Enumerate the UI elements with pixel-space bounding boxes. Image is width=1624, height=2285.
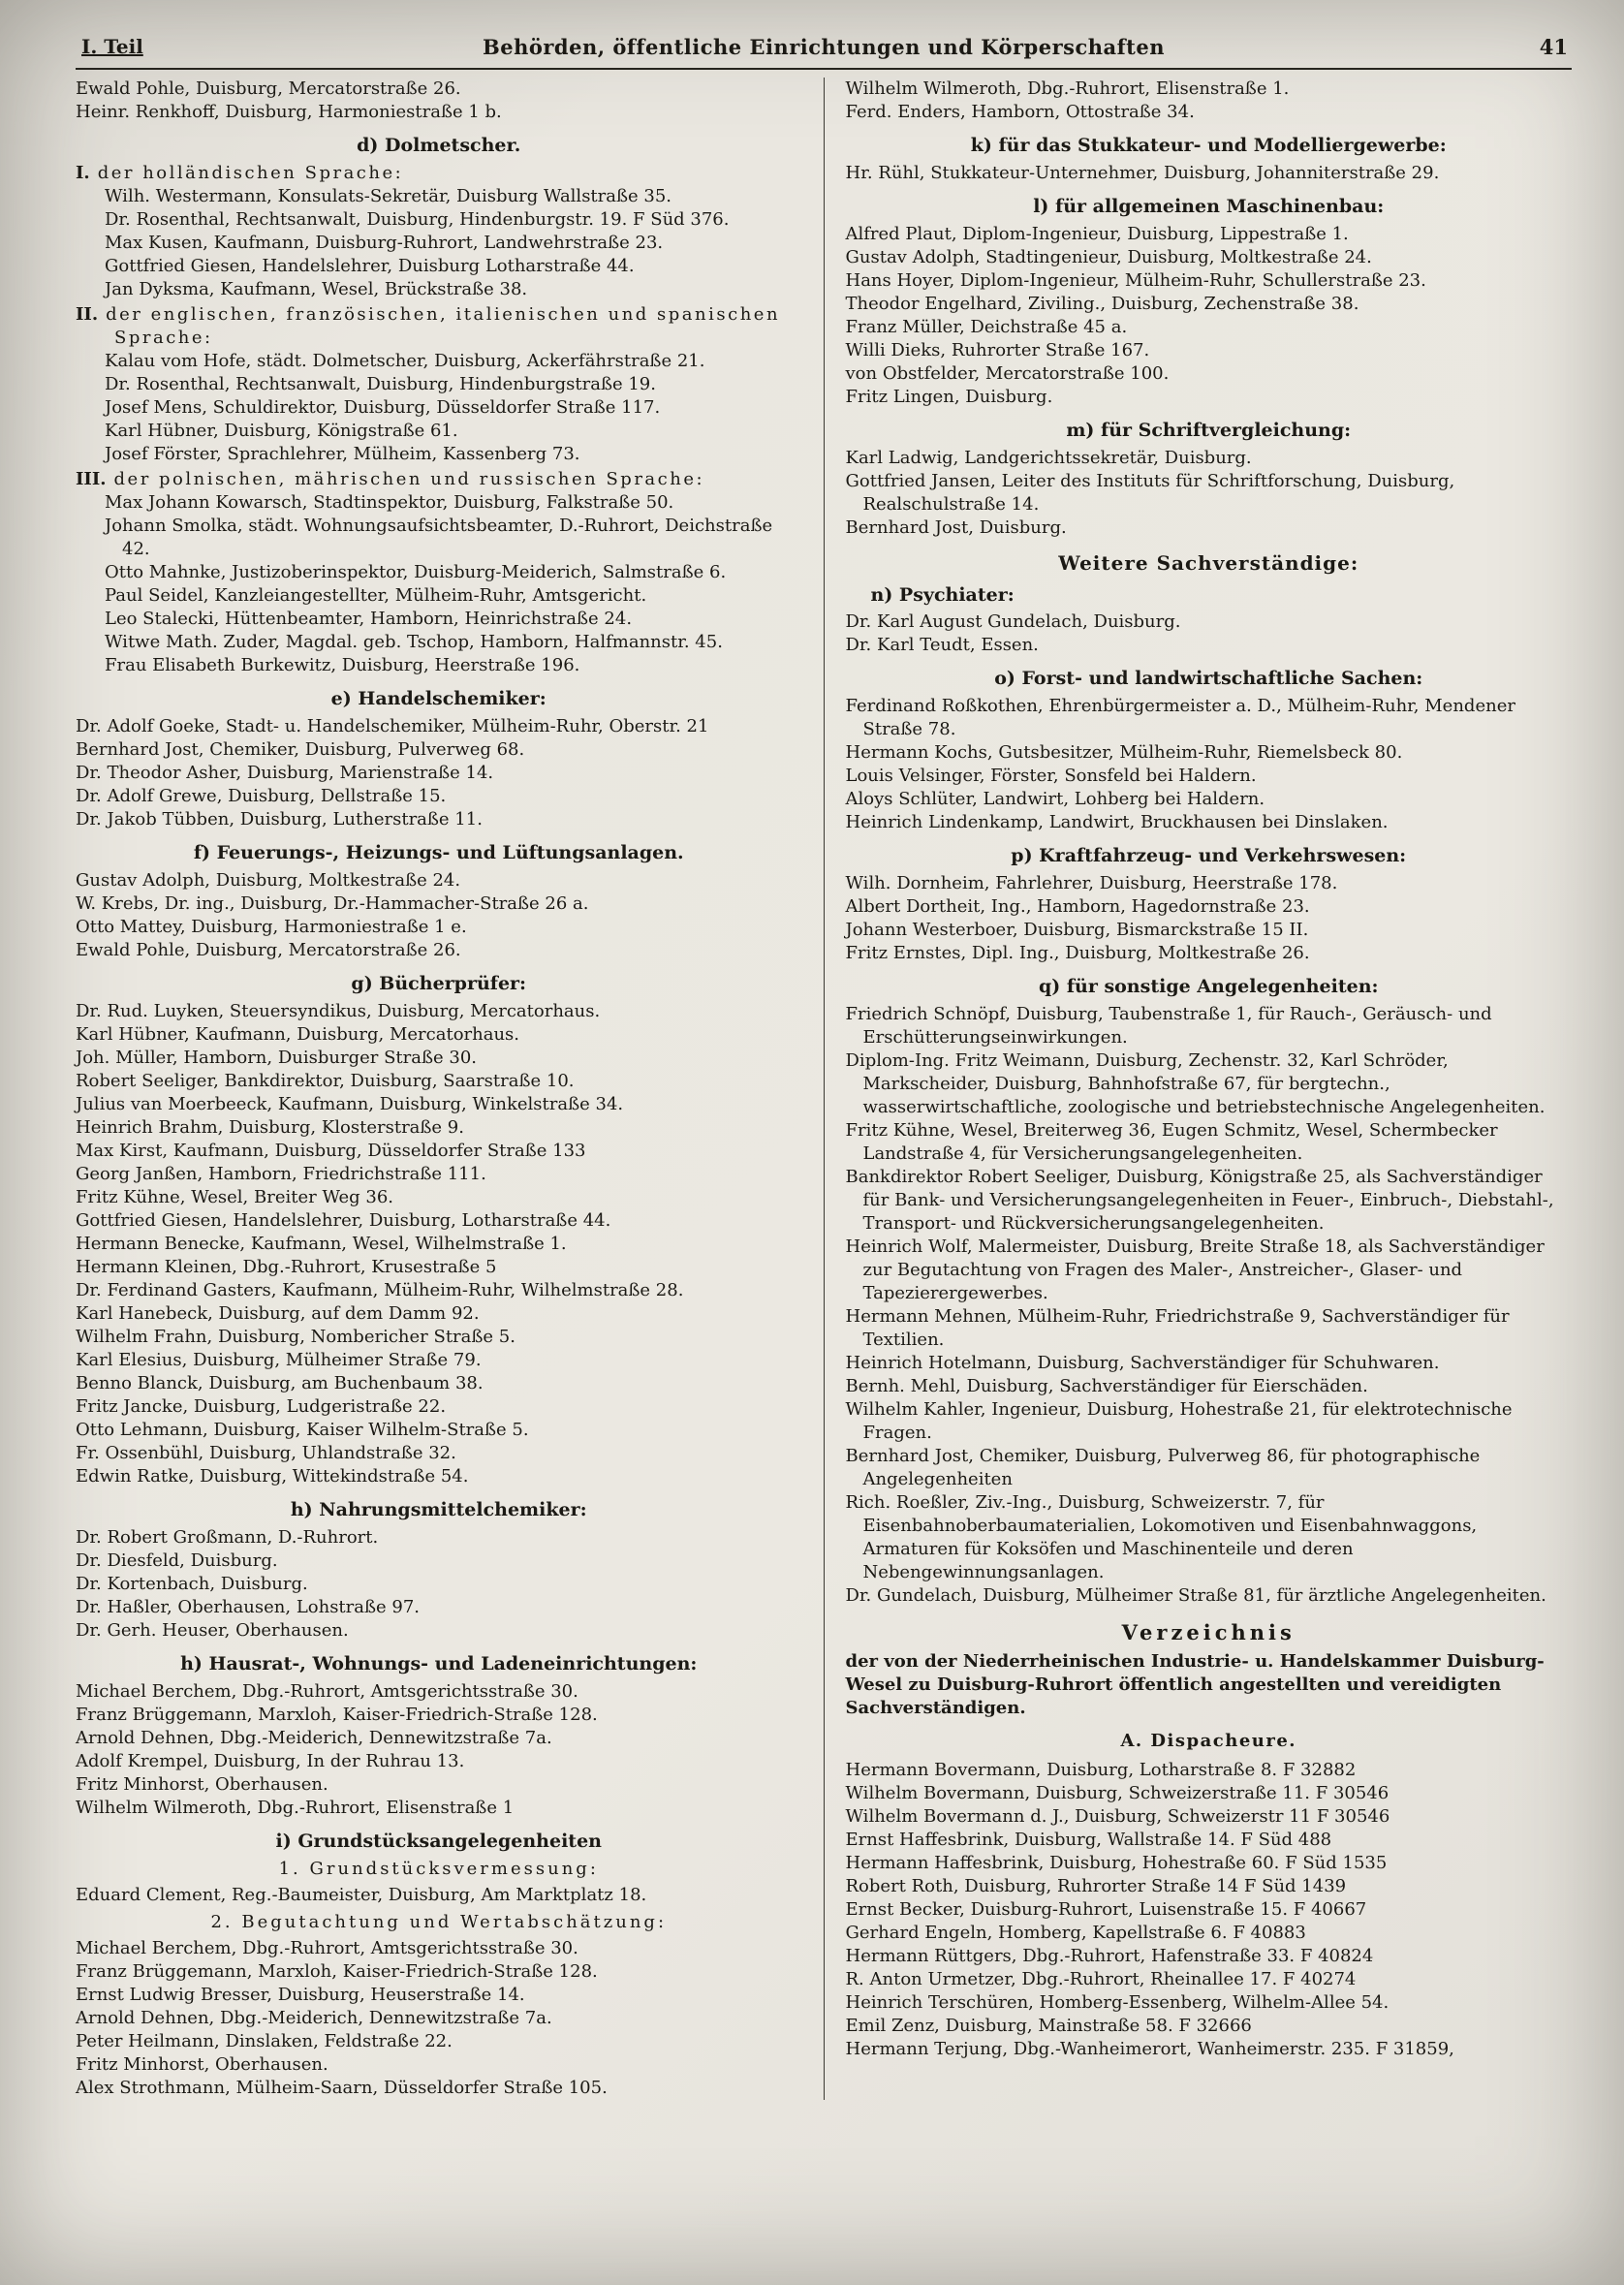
entry-line: Karl Hübner, Duisburg, Königstraße 61. bbox=[105, 421, 458, 441]
entry-line: Theodor Engelhard, Ziviling., Duisburg, Zechenstraße 38. bbox=[845, 294, 1359, 314]
column-divider-rule bbox=[824, 78, 825, 2100]
page-header bbox=[76, 33, 1572, 70]
right-column bbox=[846, 78, 1573, 2100]
entry-line: Hermann Haffesbrink, Duisburg, Hohestraße 60. F Süd 1535 bbox=[845, 1853, 1388, 1873]
entry-line: Dr. Haßler, Oberhausen, Lohstraße 97. bbox=[76, 1597, 421, 1617]
section-heading: d) Dolmetscher. bbox=[357, 135, 521, 156]
left-column bbox=[76, 78, 802, 2100]
entry-line: Alfred Plaut, Diplom-Ingenieur, Duisburg, Lippestraße 1. bbox=[845, 224, 1349, 244]
entry-line: Heinrich Wolf, Malermeister, Duisburg, Breite Straße 18, als Sachverständiger zur Begutachtung von Fragen des Maler-, Anstreicher-, Glaser- und Tapezierergewerbes. bbox=[845, 1236, 1545, 1303]
entry-line: Ewald Pohle, Duisburg, Mercatorstraße 26. bbox=[76, 78, 461, 99]
entry-line: Robert Roth, Duisburg, Ruhrorter Straße 14 F Süd 1439 bbox=[845, 1876, 1347, 1896]
entry-line: Bernhard Jost, Chemiker, Duisburg, Pulverweg 86, für photographische Angelegenheiten bbox=[845, 1446, 1481, 1489]
entry-line: Fritz Kühne, Wesel, Breiter Weg 36. bbox=[76, 1187, 393, 1207]
entry-line: Wilh. Westermann, Konsulats-Sekretär, Duisburg Wallstraße 35. bbox=[105, 186, 672, 206]
subsection-heading: 1. Grundstücksvermessung: bbox=[278, 1859, 599, 1879]
entry-line: Louis Velsinger, Förster, Sonsfeld bei Haldern. bbox=[845, 766, 1257, 786]
entry-line: Heinrich Lindenkamp, Landwirt, Bruckhausen bei Dinslaken. bbox=[845, 812, 1389, 832]
entry-line: Karl Elesius, Duisburg, Mülheimer Straße 79. bbox=[76, 1350, 482, 1370]
entry-line: Gustav Adolph, Stadtingenieur, Duisburg, Moltkestraße 24. bbox=[845, 247, 1372, 267]
roman-numeral: III. bbox=[76, 469, 107, 489]
entry-line: Dr. Jakob Tübben, Duisburg, Lutherstraße 11. bbox=[76, 809, 483, 829]
entry-line: R. Anton Urmetzer, Dbg.-Ruhrort, Rheinallee 17. F 40274 bbox=[845, 1969, 1357, 1989]
group-label: der englischen, französischen, italienischen und spanischen Sprache: bbox=[106, 304, 781, 348]
entry-line: Johann Westerboer, Duisburg, Bismarckstraße 15 II. bbox=[845, 920, 1309, 940]
entry-line: Dr. Adolf Goeke, Stadt- u. Handelschemiker, Mülheim-Ruhr, Oberstr. 21 bbox=[76, 716, 709, 736]
entry-line: Ferd. Enders, Hamborn, Ottostraße 34. bbox=[845, 102, 1195, 122]
entry-line: Bernhard Jost, Chemiker, Duisburg, Pulverweg 68. bbox=[76, 739, 525, 760]
entry-line: Paul Seidel, Kanzleiangestellter, Mülheim-Ruhr, Amtsgericht. bbox=[105, 585, 647, 606]
entry-line: Dr. Theodor Asher, Duisburg, Marienstraße 14. bbox=[76, 763, 494, 783]
entry-line: Diplom-Ing. Fritz Weimann, Duisburg, Zechenstr. 32, Karl Schröder, Markscheider, Duisburg, Bahnhofstraße 67, für bergtechn., wasserwirtschaftliche, zoologische und betriebstechnische Angelegenheiten. bbox=[845, 1050, 1546, 1117]
entry-line: Hermann Terjung, Dbg.-Wanheimerort, Wanheimerstr. 235. F 31859, bbox=[845, 2039, 1454, 2059]
entry-line: Otto Mattey, Duisburg, Harmoniestraße 1 e. bbox=[76, 917, 467, 937]
section-heading: g) Bücherprüfer: bbox=[351, 973, 527, 994]
entry-line: Josef Förster, Sprachlehrer, Mülheim, Kassenberg 73. bbox=[105, 444, 580, 464]
entry-line: Witwe Math. Zuder, Magdal. geb. Tschop, Hamborn, Halfmannstr. 45. bbox=[105, 632, 723, 652]
subsection-heading: 2. Begutachtung und Wertabschätzung: bbox=[210, 1912, 668, 1932]
entry-line: Fritz Lingen, Duisburg. bbox=[845, 387, 1053, 407]
entry-line: Fritz Minhorst, Oberhausen. bbox=[76, 2054, 328, 2075]
entry-line: Dr. Rud. Luyken, Steuersyndikus, Duisburg, Mercatorhaus. bbox=[76, 1001, 601, 1021]
entry-line: Hermann Bovermann, Duisburg, Lotharstraße 8. F 32882 bbox=[845, 1760, 1357, 1780]
entry-line: Gerhard Engeln, Homberg, Kapellstraße 6. F 40883 bbox=[845, 1923, 1306, 1943]
entry-line: Wilhelm Wilmeroth, Dbg.-Ruhrort, Elisenstraße 1 bbox=[76, 1798, 515, 1818]
entry-line: Dr. Karl Teudt, Essen. bbox=[845, 635, 1039, 655]
entry-line: Rich. Roeßler, Ziv.-Ing., Duisburg, Schweizerstr. 7, für Eisenbahnoberbaumaterialien, Lokomotiven und Eisenbahnwaggons, Armaturen für Koksöfen und Maschinenteile und deren Nebengewinnungsanlagen. bbox=[845, 1492, 1478, 1582]
entry-line: Dr. Ferdinand Gasters, Kaufmann, Mülheim-Ruhr, Wilhelmstraße 28. bbox=[76, 1280, 684, 1300]
entry-line: Gustav Adolph, Duisburg, Moltkestraße 24. bbox=[76, 870, 461, 891]
entry-line: Dr. Rosenthal, Rechtsanwalt, Duisburg, Hindenburgstraße 19. bbox=[105, 374, 656, 394]
entry-line: Ernst Becker, Duisburg-Ruhrort, Luisenstraße 15. F 40667 bbox=[845, 1899, 1367, 1920]
section-heading: h) Hausrat-, Wohnungs- und Ladeneinrichtungen: bbox=[180, 1653, 698, 1675]
section-heading: q) für sonstige Angelegenheiten: bbox=[1038, 976, 1379, 997]
entry-line: Hermann Kochs, Gutsbesitzer, Mülheim-Ruhr, Riemelsbeck 80. bbox=[845, 742, 1403, 763]
language-group-heading bbox=[76, 468, 802, 491]
entry-line: Heinrich Brahm, Duisburg, Klosterstraße 9. bbox=[76, 1117, 464, 1138]
entry-line: Karl Hübner, Kaufmann, Duisburg, Mercatorhaus. bbox=[76, 1024, 520, 1045]
entry-line: Wilhelm Wilmeroth, Dbg.-Ruhrort, Elisenstraße 1. bbox=[845, 78, 1290, 99]
entry-line: Dr. Gundelach, Duisburg, Mülheimer Straße 81, für ärztliche Angelegenheiten. bbox=[845, 1585, 1546, 1606]
entry-line: Karl Ladwig, Landgerichtssekretär, Duisburg. bbox=[845, 448, 1252, 468]
two-column-body bbox=[76, 78, 1572, 2100]
entry-line: Franz Müller, Deichstraße 45 a. bbox=[845, 317, 1128, 337]
entry-line: Albert Dortheit, Ing., Hamborn, Hagedornstraße 23. bbox=[845, 896, 1310, 917]
entry-line: Wilhelm Frahn, Duisburg, Nombericher Straße 5. bbox=[76, 1327, 515, 1347]
entry-line: Dr. Rosenthal, Rechtsanwalt, Duisburg, Hindenburgstr. 19. F Süd 376. bbox=[105, 209, 730, 230]
entry-line: Emil Zenz, Duisburg, Mainstraße 58. F 32666 bbox=[845, 2016, 1252, 2036]
entry-line: Alex Strothmann, Mülheim-Saarn, Düsseldorfer Straße 105. bbox=[76, 2078, 608, 2098]
entry-line: Willi Dieks, Ruhrorter Straße 167. bbox=[845, 340, 1150, 360]
entry-line: Dr. Robert Großmann, D.-Ruhrort. bbox=[76, 1527, 379, 1548]
entry-line: Adolf Krempel, Duisburg, In der Ruhrau 13. bbox=[76, 1751, 465, 1771]
entry-line: Ewald Pohle, Duisburg, Mercatorstraße 26. bbox=[76, 940, 461, 960]
entry-line: Joh. Müller, Hamborn, Duisburger Straße 30. bbox=[76, 1048, 478, 1068]
entry-line: Edwin Ratke, Duisburg, Wittekindstraße 54. bbox=[76, 1466, 469, 1487]
entry-line: Heinrich Terschüren, Homberg-Essenberg, Wilhelm-Allee 54. bbox=[845, 1992, 1390, 2013]
section-heading: i) Grundstücksangelegenheiten bbox=[275, 1831, 602, 1852]
roman-numeral: II. bbox=[76, 304, 99, 325]
entry-line: Arnold Dehnen, Dbg.-Meiderich, Dennewitzstraße 7a. bbox=[76, 2008, 552, 2028]
entry-line: Gottfried Jansen, Leiter des Instituts für Schriftforschung, Duisburg, Realschulstraße 14. bbox=[845, 471, 1455, 515]
entry-line: Wilh. Dornheim, Fahrlehrer, Duisburg, Heerstraße 178. bbox=[845, 873, 1338, 893]
entry-line: Bernh. Mehl, Duisburg, Sachverständiger für Eierschäden. bbox=[845, 1376, 1368, 1396]
entry-line: Hr. Rühl, Stukkateur-Unternehmer, Duisburg, Johanniterstraße 29. bbox=[845, 163, 1440, 183]
entry-line: Peter Heilmann, Dinslaken, Feldstraße 22. bbox=[76, 2031, 453, 2051]
entry-line: Bernhard Jost, Duisburg. bbox=[845, 517, 1067, 538]
section-heading: k) für das Stukkateur- und Modelliergewerbe: bbox=[970, 135, 1447, 156]
entry-line: Dr. Karl August Gundelach, Duisburg. bbox=[845, 611, 1181, 632]
entry-line: Friedrich Schnöpf, Duisburg, Taubenstraße 1, für Rauch-, Geräusch- und Erschütterungseinwirkungen. bbox=[845, 1004, 1492, 1048]
entry-line: Benno Blanck, Duisburg, am Buchenbaum 38. bbox=[76, 1373, 484, 1393]
entry-line: Wilhelm Kahler, Ingenieur, Duisburg, Hohestraße 21, für elektrotechnische Fragen. bbox=[845, 1399, 1513, 1443]
section-heading: p) Kraftfahrzeug- und Verkehrswesen: bbox=[1011, 845, 1407, 866]
entry-line: Karl Hanebeck, Duisburg, auf dem Damm 92. bbox=[76, 1303, 480, 1324]
section-heading: n) Psychiater: bbox=[870, 584, 1015, 606]
entry-line: Fritz Minhorst, Oberhausen. bbox=[76, 1774, 328, 1795]
entry-line: Wilhelm Bovermann d. J., Duisburg, Schweizerstr 11 F 30546 bbox=[845, 1806, 1390, 1827]
entry-line: Ernst Haffesbrink, Duisburg, Wallstraße 14. F Süd 488 bbox=[845, 1830, 1332, 1850]
entry-line: Gottfried Giesen, Handelslehrer, Duisburg, Lotharstraße 44. bbox=[76, 1210, 611, 1231]
entry-line: Max Kusen, Kaufmann, Duisburg-Ruhrort, Landwehrstraße 23. bbox=[105, 233, 664, 253]
subsection-heading: A. Dispacheure. bbox=[1120, 1731, 1297, 1751]
entry-line: Josef Mens, Schuldirektor, Duisburg, Düsseldorfer Straße 117. bbox=[105, 397, 661, 418]
entry-line: Wilhelm Bovermann, Duisburg, Schweizerstraße 11. F 30546 bbox=[845, 1783, 1390, 1803]
language-group-heading bbox=[76, 162, 802, 185]
entry-line: Dr. Diesfeld, Duisburg. bbox=[76, 1550, 278, 1571]
entry-line: Max Kirst, Kaufmann, Duisburg, Düsseldorfer Straße 133 bbox=[76, 1141, 586, 1161]
page-number: 41 bbox=[1539, 35, 1568, 59]
entry-line: W. Krebs, Dr. ing., Duisburg, Dr.-Hammacher-Straße 26 a. bbox=[76, 893, 589, 914]
entry-line: Hermann Benecke, Kaufmann, Wesel, Wilhelmstraße 1. bbox=[76, 1234, 567, 1254]
entry-line: Jan Dyksma, Kaufmann, Wesel, Brückstraße 38. bbox=[105, 279, 528, 299]
entry-line: Leo Stalecki, Hüttenbeamter, Hamborn, Heinrichstraße 24. bbox=[105, 609, 633, 629]
entry-line: Aloys Schlüter, Landwirt, Lohberg bei Haldern. bbox=[845, 789, 1265, 809]
entry-line: Michael Berchem, Dbg.-Ruhrort, Amtsgerichtsstraße 30. bbox=[76, 1681, 578, 1702]
entry-line: Frau Elisabeth Burkewitz, Duisburg, Heerstraße 196. bbox=[105, 655, 580, 675]
entry-line: Johann Smolka, städt. Wohnungsaufsichtsbeamter, D.-Ruhrort, Deichstraße 42. bbox=[105, 516, 773, 559]
language-group-heading bbox=[76, 303, 802, 350]
part-label: I. Teil bbox=[81, 35, 143, 58]
entry-line: Fr. Ossenbühl, Duisburg, Uhlandstraße 32. bbox=[76, 1443, 456, 1463]
entry-line: Ferdinand Roßkothen, Ehrenbürgermeister a. D., Mülheim-Ruhr, Mendener Straße 78. bbox=[845, 696, 1515, 739]
entry-line: Fritz Jancke, Duisburg, Ludgeristraße 22. bbox=[76, 1396, 447, 1417]
entry-line: Hermann Mehnen, Mülheim-Ruhr, Friedrichstraße 9, Sachverständiger für Textilien. bbox=[845, 1306, 1510, 1350]
entry-line: Heinrich Hotelmann, Duisburg, Sachverständiger für Schuhwaren. bbox=[845, 1353, 1440, 1373]
entry-line: Gottfried Giesen, Handelslehrer, Duisburg Lotharstraße 44. bbox=[105, 256, 635, 276]
section-heading: Weitere Sachverständige: bbox=[1058, 551, 1359, 575]
entry-line: Franz Brüggemann, Marxloh, Kaiser-Friedrich-Straße 128. bbox=[76, 1961, 598, 1982]
section-heading: o) Forst- und landwirtschaftliche Sachen: bbox=[994, 668, 1423, 689]
entry-line: Julius van Moerbeeck, Kaufmann, Duisburg, Winkelstraße 34. bbox=[76, 1094, 624, 1114]
entry-line: Fritz Kühne, Wesel, Breiterweg 36, Eugen Schmitz, Wesel, Schermbecker Landstraße 4, für Versicherungsangelegenheiten. bbox=[845, 1120, 1498, 1164]
entry-line: Heinr. Renkhoff, Duisburg, Harmoniestraße 1 b. bbox=[76, 102, 502, 122]
entry-line: Fritz Ernstes, Dipl. Ing., Duisburg, Moltkestraße 26. bbox=[845, 943, 1310, 963]
section-heading: m) für Schriftvergleichung: bbox=[1066, 420, 1352, 441]
entry-line: Kalau vom Hofe, städt. Dolmetscher, Duisburg, Ackerfährstraße 21. bbox=[105, 351, 705, 371]
entry-line: Georg Janßen, Hamborn, Friedrichstraße 111. bbox=[76, 1164, 486, 1184]
entry-line: Hermann Rüttgers, Dbg.-Ruhrort, Hafenstraße 33. F 40824 bbox=[845, 1946, 1374, 1966]
section-heading: e) Handelschemiker: bbox=[330, 688, 547, 709]
entry-line: Michael Berchem, Dbg.-Ruhrort, Amtsgerichtsstraße 30. bbox=[76, 1938, 578, 1958]
entry-line: Hermann Kleinen, Dbg.-Ruhrort, Krusestraße 5 bbox=[76, 1257, 497, 1277]
list-intro: der von der Niederrheinischen Industrie- u. Handelskammer Duisburg-Wesel zu Duisburg-Ruhrort öffentlich angestellten und vereidigten Sachverständigen. bbox=[845, 1651, 1545, 1718]
roman-numeral: I. bbox=[76, 163, 90, 183]
section-heading: f) Feuerungs-, Heizungs- und Lüftungsanlagen. bbox=[193, 842, 684, 863]
group-label: der polnischen, mährischen und russischen Sprache: bbox=[113, 469, 705, 489]
entry-line: Franz Brüggemann, Marxloh, Kaiser-Friedrich-Straße 128. bbox=[76, 1705, 598, 1725]
entry-line: Dr. Adolf Grewe, Duisburg, Dellstraße 15. bbox=[76, 786, 447, 806]
entry-line: Max Johann Kowarsch, Stadtinspektor, Duisburg, Falkstraße 50. bbox=[105, 492, 674, 513]
entry-line: Ernst Ludwig Bresser, Duisburg, Heuserstraße 14. bbox=[76, 1985, 525, 2005]
entry-line: Otto Lehmann, Duisburg, Kaiser Wilhelm-Straße 5. bbox=[76, 1420, 529, 1440]
entry-line: Eduard Clement, Reg.-Baumeister, Duisburg, Am Marktplatz 18. bbox=[76, 1885, 647, 1905]
group-label: der holländischen Sprache: bbox=[97, 163, 404, 183]
section-heading: h) Nahrungsmittelchemiker: bbox=[290, 1499, 587, 1520]
page-title: Behörden, öffentliche Einrichtungen und Körperschaften bbox=[482, 35, 1166, 59]
entry-line: Bankdirektor Robert Seeliger, Duisburg, Königstraße 25, als Sachverständiger für Bank- und Versicherungsangelegenheiten in Feuer-, Einbruch-, Diebstahl-, Transport- und Rückversicherungsangelegenheiten. bbox=[845, 1167, 1554, 1234]
entry-line: Arnold Dehnen, Dbg.-Meiderich, Dennewitzstraße 7a. bbox=[76, 1728, 552, 1748]
entry-line: Hans Hoyer, Diplom-Ingenieur, Mülheim-Ruhr, Schullerstraße 23. bbox=[845, 270, 1426, 291]
section-heading: l) für allgemeinen Maschinenbau: bbox=[1033, 196, 1385, 217]
entry-line: Otto Mahnke, Justizoberinspektor, Duisburg-Meiderich, Salmstraße 6. bbox=[105, 562, 727, 582]
list-title: Verzeichnis bbox=[1121, 1620, 1296, 1644]
entry-line: Dr. Kortenbach, Duisburg. bbox=[76, 1574, 308, 1594]
entry-line: Dr. Gerh. Heuser, Oberhausen. bbox=[76, 1620, 349, 1641]
entry-line: von Obstfelder, Mercatorstraße 100. bbox=[845, 363, 1170, 384]
entry-line: Robert Seeliger, Bankdirektor, Duisburg, Saarstraße 10. bbox=[76, 1071, 575, 1091]
